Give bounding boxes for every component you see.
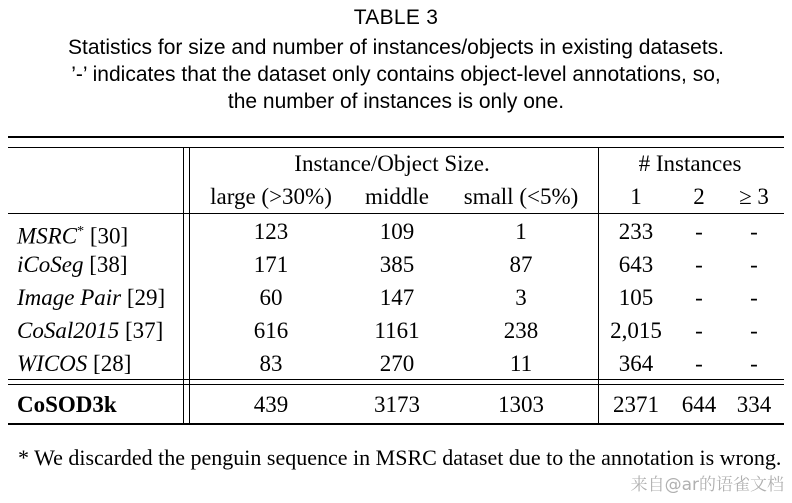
cell-inst2: - [695, 285, 703, 310]
col-large-header: large (>30%) [210, 184, 332, 209]
table-row-name [17, 251, 128, 279]
cell-middle: 270 [379, 351, 415, 376]
header-rule [8, 147, 784, 148]
total-small: 1303 [498, 392, 544, 417]
cell-inst3: - [750, 252, 758, 277]
name-divider-left [183, 147, 184, 424]
dataset-name: iCoSeg [17, 252, 84, 277]
cell-small: 238 [503, 318, 539, 343]
total-inst3: 334 [736, 392, 772, 417]
citation: [37] [124, 318, 164, 343]
total-rule-2 [8, 384, 784, 385]
cell-inst2: - [695, 219, 703, 244]
cell-inst2: - [695, 318, 703, 343]
cell-inst3: - [750, 351, 758, 376]
caption-line: ’-’ indicates that the dataset only contains object-level annotations, so, [71, 63, 721, 86]
caption-line: Statistics for size and number of instances/objects in existing datasets. [68, 36, 724, 59]
table-row-name [17, 350, 131, 378]
citation: [30] [89, 223, 129, 249]
cell-inst2: - [695, 351, 703, 376]
cell-large: 616 [253, 318, 289, 343]
cell-middle: 1161 [374, 318, 420, 343]
cell-inst1: 105 [618, 285, 654, 310]
table-row-name [17, 317, 163, 345]
cell-large: 83 [259, 351, 283, 376]
dataset-name: CoSal2015 [17, 318, 120, 343]
total-rule-1 [8, 379, 784, 380]
citation: [29] [126, 285, 166, 310]
col-inst3-header: ≥ 3 [739, 184, 769, 209]
dataset-name: WICOS [17, 351, 88, 376]
table-footnote: * We discarded the penguin sequence in MSRC dataset due to the annotation is wrong. [18, 445, 782, 470]
table-caption [8, 34, 784, 115]
name-divider-right [189, 147, 190, 424]
cell-inst3: - [750, 285, 758, 310]
col-inst1-header: 1 [630, 184, 642, 209]
dataset-name: MSRC [17, 223, 78, 249]
watermark: 来自@ar的语雀文档 [630, 475, 784, 495]
bottom-rule [8, 423, 784, 425]
dataset-name: Image Pair [17, 285, 122, 310]
footnote-marker: * [77, 224, 85, 239]
cell-small: 87 [509, 252, 533, 277]
table-label: TABLE 3 [353, 6, 439, 29]
cell-large: 171 [253, 252, 289, 277]
cell-small: 11 [509, 351, 533, 376]
top-rule [8, 136, 784, 138]
total-inst2: 644 [681, 392, 717, 417]
col-small-header: small (<5%) [463, 184, 579, 209]
citation: [28] [93, 351, 132, 376]
cell-large: 123 [253, 219, 289, 244]
caption-line: the number of instances is only one. [227, 90, 565, 113]
cell-middle: 385 [379, 252, 415, 277]
cell-inst1: 233 [618, 219, 654, 244]
col-middle-header: middle [365, 184, 429, 209]
body-rule [8, 213, 784, 214]
total-middle: 3173 [374, 392, 420, 417]
citation: [38] [89, 252, 128, 277]
size-group-header: Instance/Object Size. [294, 151, 490, 176]
cell-inst1: 643 [618, 252, 654, 277]
cell-inst2: - [695, 252, 703, 277]
cell-inst3: - [750, 318, 758, 343]
instances-divider [598, 147, 599, 424]
cell-inst1: 364 [618, 351, 654, 376]
total-large: 439 [253, 392, 289, 417]
cell-inst3: - [750, 219, 758, 244]
cell-small: 3 [515, 285, 527, 310]
cell-inst1: 2,015 [610, 318, 662, 343]
table-row-name [17, 218, 128, 251]
total-inst1: 2371 [613, 392, 659, 417]
instances-group-header: # Instances [638, 151, 742, 176]
total-row-name: CoSOD3k [17, 392, 117, 417]
cell-large: 60 [259, 285, 283, 310]
cell-small: 1 [515, 219, 527, 244]
cell-middle: 109 [379, 219, 415, 244]
table-row-name [17, 284, 165, 312]
col-inst2-header: 2 [693, 184, 705, 209]
cell-middle: 147 [379, 285, 415, 310]
